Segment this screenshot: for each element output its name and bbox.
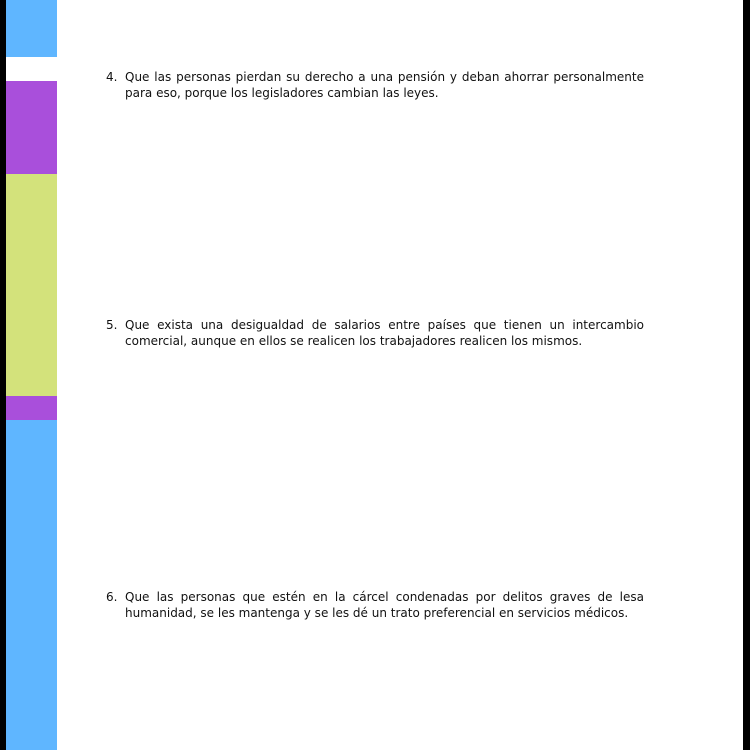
color-stripe-blue-top	[6, 0, 57, 57]
question-5	[106, 317, 644, 349]
question-number: 6.	[106, 590, 118, 604]
question-text: Que las personas que estén en la cárcel condenadas por delitos graves de lesa humanidad, se les mantenga y se les dé un trato preferencial en servicios médicos.	[125, 590, 644, 620]
question-number: 4.	[106, 70, 118, 84]
color-stripe-purple	[6, 81, 57, 174]
question-text: Que exista una desigualdad de salarios entre países que tienen un intercambio comercial, aunque en ellos se realicen los trabajadores realicen los mismos.	[125, 318, 644, 348]
question-number: 5.	[106, 318, 118, 332]
color-stripe-blue-bottom	[6, 420, 57, 750]
question-4	[106, 69, 644, 101]
color-stripe-purple-small	[6, 396, 57, 420]
document-page	[6, 0, 743, 750]
color-stripe-lime	[6, 174, 57, 396]
question-6	[106, 589, 644, 621]
question-text: Que las personas pierdan su derecho a una pensión y deban ahorrar personalmente para eso, porque los legisladores cambian las leyes.	[125, 70, 644, 100]
